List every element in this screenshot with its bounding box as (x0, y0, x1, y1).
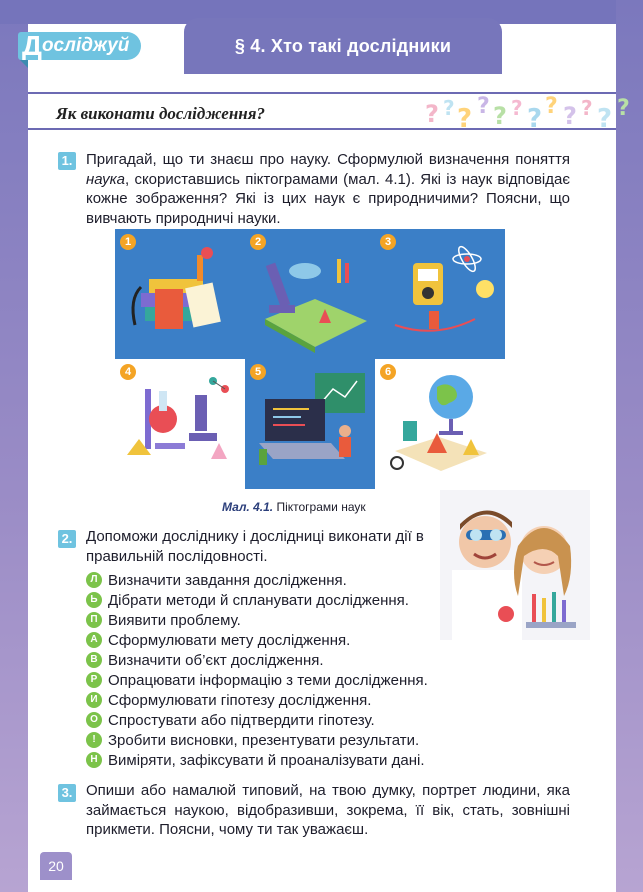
task2-text: Допоможи досліднику і дослідниці виконати дії в правильній послідовності. (86, 528, 424, 565)
rubric-label: осліджуй (41, 35, 130, 56)
geography-globe-icon (375, 359, 505, 489)
question-mark: ? (597, 104, 613, 134)
step-text: Сформулювати мету дослідження. (108, 631, 351, 649)
step-letter-badge: ! (86, 732, 102, 748)
question-mark: ? (477, 94, 490, 119)
header-band (0, 0, 616, 74)
list-item (86, 571, 347, 589)
question-mark: ? (425, 100, 439, 128)
list-item (86, 691, 371, 709)
question-mark: ? (493, 102, 507, 130)
task-number: 1. (58, 152, 76, 170)
step-text: Зробити висновки, презентувати результати. (108, 731, 420, 749)
step-letter-badge: И (86, 692, 102, 708)
figure-caption-label: Мал. 4.1. (222, 500, 274, 514)
physics-lab-icon (375, 229, 505, 359)
question-mark: ? (563, 102, 577, 130)
question-mark: ? (443, 96, 455, 120)
step-text: Виміряти, зафіксувати й проаналізувати дані. (108, 751, 425, 769)
list-item (86, 751, 425, 769)
task-number: 2. (58, 530, 76, 548)
step-text: Спростувати або підтвердити гіпотезу. (108, 711, 375, 729)
kids-scientists-photo (440, 490, 590, 640)
step-letter-badge: В (86, 652, 102, 668)
task1-text (86, 150, 570, 228)
step-letter-badge: Н (86, 752, 102, 768)
rubric-initial: Д (22, 30, 42, 61)
pictogram-badge: 6 (380, 364, 396, 380)
pictogram-badge: 2 (250, 234, 266, 250)
rubric-tag (18, 32, 141, 60)
pictogram-4 (115, 359, 245, 489)
step-letter-badge: П (86, 612, 102, 628)
section-title-tab (184, 18, 502, 74)
task1-italic-term: наука (86, 170, 126, 188)
list-item (86, 591, 409, 609)
header-right-tab (502, 24, 616, 74)
step-text: Сформулювати гіпотезу дослідження. (108, 691, 372, 709)
page-number: 20 (40, 852, 72, 880)
section-title: § 4. Хто такі дослідники (234, 36, 452, 56)
question-mark: ? (617, 96, 630, 121)
question-mark: ? (457, 104, 473, 134)
question-mark: ? (511, 96, 523, 120)
pictogram-badge: 4 (120, 364, 136, 380)
step-text: Визначити об’єкт дослідження. (108, 651, 324, 669)
pictogram-6 (375, 359, 505, 489)
subheading-bar (28, 92, 630, 134)
children-scientists-illustration (440, 490, 590, 640)
chemistry-lab-icon (115, 359, 245, 489)
pictogram-badge: 3 (380, 234, 396, 250)
step-letter-badge: Л (86, 572, 102, 588)
question-mark: ? (581, 96, 593, 120)
pictogram-3 (375, 229, 505, 359)
list-item (86, 731, 419, 749)
computer-science-icon (245, 359, 375, 489)
task1-text-part: Пригадай, що ти знаєш про науку. Сформулюй визначення поняття (86, 151, 570, 168)
microscope-map-icon (245, 229, 375, 359)
step-text: Опрацювати інформацію з теми дослідження. (108, 671, 428, 689)
pictogram-2 (245, 229, 375, 359)
step-text: Виявити проблему. (108, 611, 241, 629)
question-mark: ? (527, 104, 543, 134)
figure-caption (222, 500, 366, 514)
task-number: 3. (58, 784, 76, 802)
task1-text-part: , скориставшись піктограмами (мал. 4.1). Які із наук відповідає кожне зображення? Які із цих наук є природничими? Поясни, що вивчають природничі науки. (86, 170, 570, 227)
pictogram-1 (115, 229, 245, 359)
step-letter-badge: Ь (86, 592, 102, 608)
pictogram-badge: 5 (250, 364, 266, 380)
list-item (86, 611, 241, 629)
list-item (86, 651, 324, 669)
list-item (86, 671, 428, 689)
question-marks-decoration (423, 94, 643, 134)
step-letter-badge: Р (86, 672, 102, 688)
books-icon (115, 229, 245, 359)
list-item (86, 711, 375, 729)
step-text: Визначити завдання дослідження. (108, 571, 347, 589)
step-text: Дібрати методи й спланувати дослідження. (108, 591, 409, 609)
question-mark: ? (545, 94, 558, 119)
figure-caption-text: Піктограми наук (276, 500, 366, 514)
list-item (86, 631, 350, 649)
subheading: Як виконати дослідження? (56, 104, 265, 123)
pictogram-badge: 1 (120, 234, 136, 250)
pictogram-5 (245, 359, 375, 489)
step-letter-badge: А (86, 632, 102, 648)
step-letter-badge: О (86, 712, 102, 728)
task3-text: Опиши або намалюй типовий, на твою думку, портрет людини, яка займається наукою, відобразивши, зокрема, її вік, стать, зовнішні прикмети. Поясни, чому ти так уважаєш. (86, 782, 570, 838)
rubric-fold (20, 60, 28, 68)
